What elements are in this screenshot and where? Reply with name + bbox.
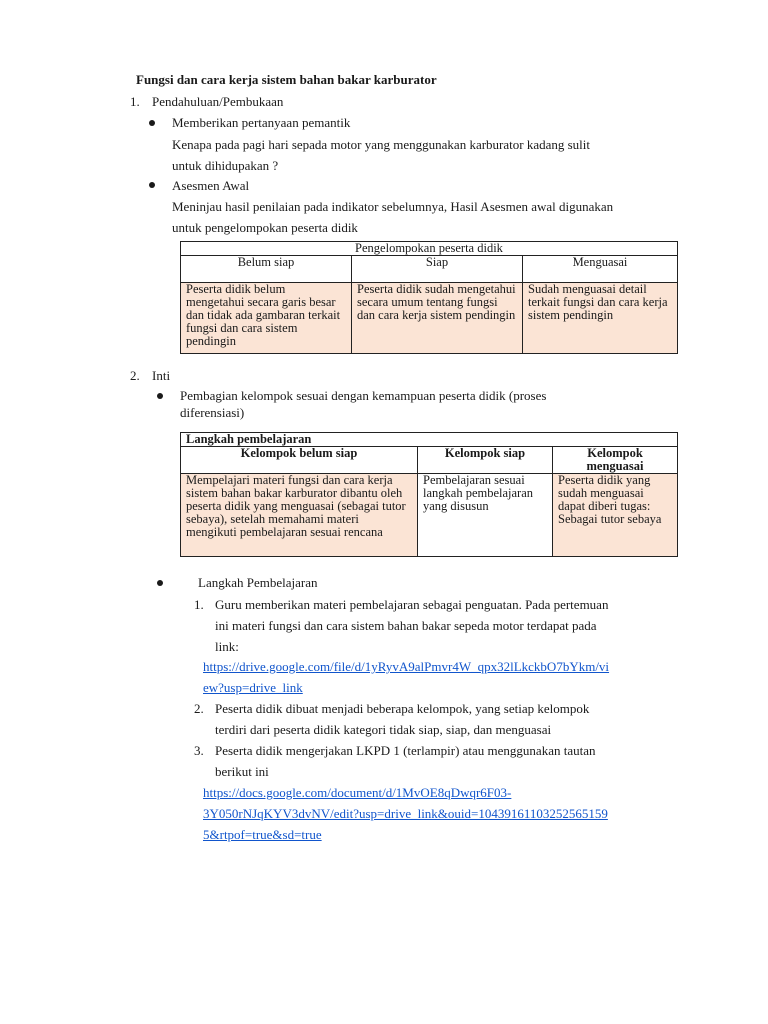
- asesmen-text-line-2: untuk pengelompokan peserta didik: [172, 220, 358, 235]
- pemantik-question-line-1: Kenapa pada pagi hari sepada motor yang menggunakan karburator kadang sulit: [172, 137, 591, 152]
- langkah-pembelajaran-label: Langkah Pembelajaran: [198, 575, 318, 590]
- grouping-cell-menguasai: Sudah menguasai detail terkait fungsi dan cara kerja sistem pendingin: [523, 283, 678, 354]
- steps-cell-belum-siap: Mempelajari materi fungsi dan cara kerja sistem bahan bakar karburator dibantu oleh peserta didik yang menguasai (sebagai tutor sebaya), setelah memahami materi mengikuti pembelajaran sesuai rencana: [181, 474, 418, 557]
- steps-header-belum-siap: Kelompok belum siap: [181, 447, 418, 474]
- bullet-asesmen-label: Asesmen Awal: [172, 178, 250, 193]
- bullet-pemantik-label: Memberikan pertanyaan pemantik: [172, 115, 351, 130]
- section-1-heading: Pendahuluan/Pembukaan: [152, 94, 284, 109]
- docs-link-line-3[interactable]: 5&rtpof=true&sd=true: [203, 827, 322, 842]
- bullet-icon: [149, 182, 155, 188]
- step-2-number: 2.: [194, 701, 204, 716]
- grouping-table-title: Pengelompokan peserta didik: [181, 242, 678, 256]
- document-title: Fungsi dan cara kerja sistem bahan bakar karburator: [136, 72, 437, 87]
- section-1-number: 1.: [130, 94, 140, 109]
- step-3-line-2: berikut ini: [215, 764, 269, 779]
- grouping-header-siap: Siap: [352, 256, 523, 283]
- docs-link-line-2[interactable]: 3Y050rNJqKYV3dvNV/edit?usp=drive_link&ouid=10439161103252565159: [203, 806, 608, 821]
- grouping-cell-siap: Peserta didik sudah mengetahui secara umum tentang fungsi dan cara kerja sistem pendingin: [352, 283, 523, 354]
- step-1-line-1: Guru memberikan materi pembelajaran sebagai penguatan. Pada pertemuan: [215, 597, 609, 612]
- grouping-table: [180, 241, 678, 354]
- diferensiasi-text-line-1: Pembagian kelompok sesuai dengan kemampuan peserta didik (proses: [180, 388, 547, 403]
- grouping-cell-belum-siap: Peserta didik belum mengetahui secara garis besar dan tidak ada gambaran terkait fungsi dan cara sistem pendingin: [181, 283, 352, 354]
- bullet-icon: [149, 120, 155, 126]
- section-2-number: 2.: [130, 368, 140, 383]
- docs-link-line-1[interactable]: https://docs.google.com/document/d/1MvOE8qDwqr6F03-: [203, 785, 512, 800]
- steps-header-menguasai: Kelompok menguasai: [553, 447, 678, 474]
- bullet-icon: [157, 393, 163, 399]
- step-2-line-2: terdiri dari peserta didik kategori tidak siap, siap, dan menguasai: [215, 722, 552, 737]
- step-1-line-3: link:: [215, 639, 239, 654]
- asesmen-text-line-1: Meninjau hasil penilaian pada indikator sebelumnya, Hasil Asesmen awal digunakan: [172, 199, 614, 214]
- step-3-number: 3.: [194, 743, 204, 758]
- steps-cell-siap: Pembelajaran sesuai langkah pembelajaran yang disusun: [418, 474, 553, 557]
- step-3-line-1: Peserta didik mengerjakan LKPD 1 (terlampir) atau menggunakan tautan: [215, 743, 596, 758]
- pemantik-question-line-2: untuk dihidupakan ?: [172, 158, 279, 173]
- grouping-header-belum-siap: Belum siap: [181, 256, 352, 283]
- diferensiasi-text-line-2: diferensiasi): [180, 405, 245, 420]
- steps-header-siap: Kelompok siap: [418, 447, 553, 474]
- step-1-number: 1.: [194, 597, 204, 612]
- learning-steps-table: [180, 432, 678, 557]
- grouping-header-menguasai: Menguasai: [523, 256, 678, 283]
- section-2-heading: Inti: [152, 368, 171, 383]
- learning-steps-table-title: Langkah pembelajaran: [181, 433, 678, 447]
- steps-cell-menguasai: Peserta didik yang sudah menguasai dapat diberi tugas: Sebagai tutor sebaya: [553, 474, 678, 557]
- bullet-icon: [157, 580, 163, 586]
- drive-link-line-1[interactable]: https://drive.google.com/file/d/1yRyvA9alPmvr4W_qpx32lLkckbO7bYkm/vi: [203, 659, 610, 674]
- step-1-line-2: ini materi fungsi dan cara sistem bahan bakar sepeda motor terdapat pada: [215, 618, 597, 633]
- step-2-line-1: Peserta didik dibuat menjadi beberapa kelompok, yang setiap kelompok: [215, 701, 590, 716]
- drive-link-line-2[interactable]: ew?usp=drive_link: [203, 680, 303, 695]
